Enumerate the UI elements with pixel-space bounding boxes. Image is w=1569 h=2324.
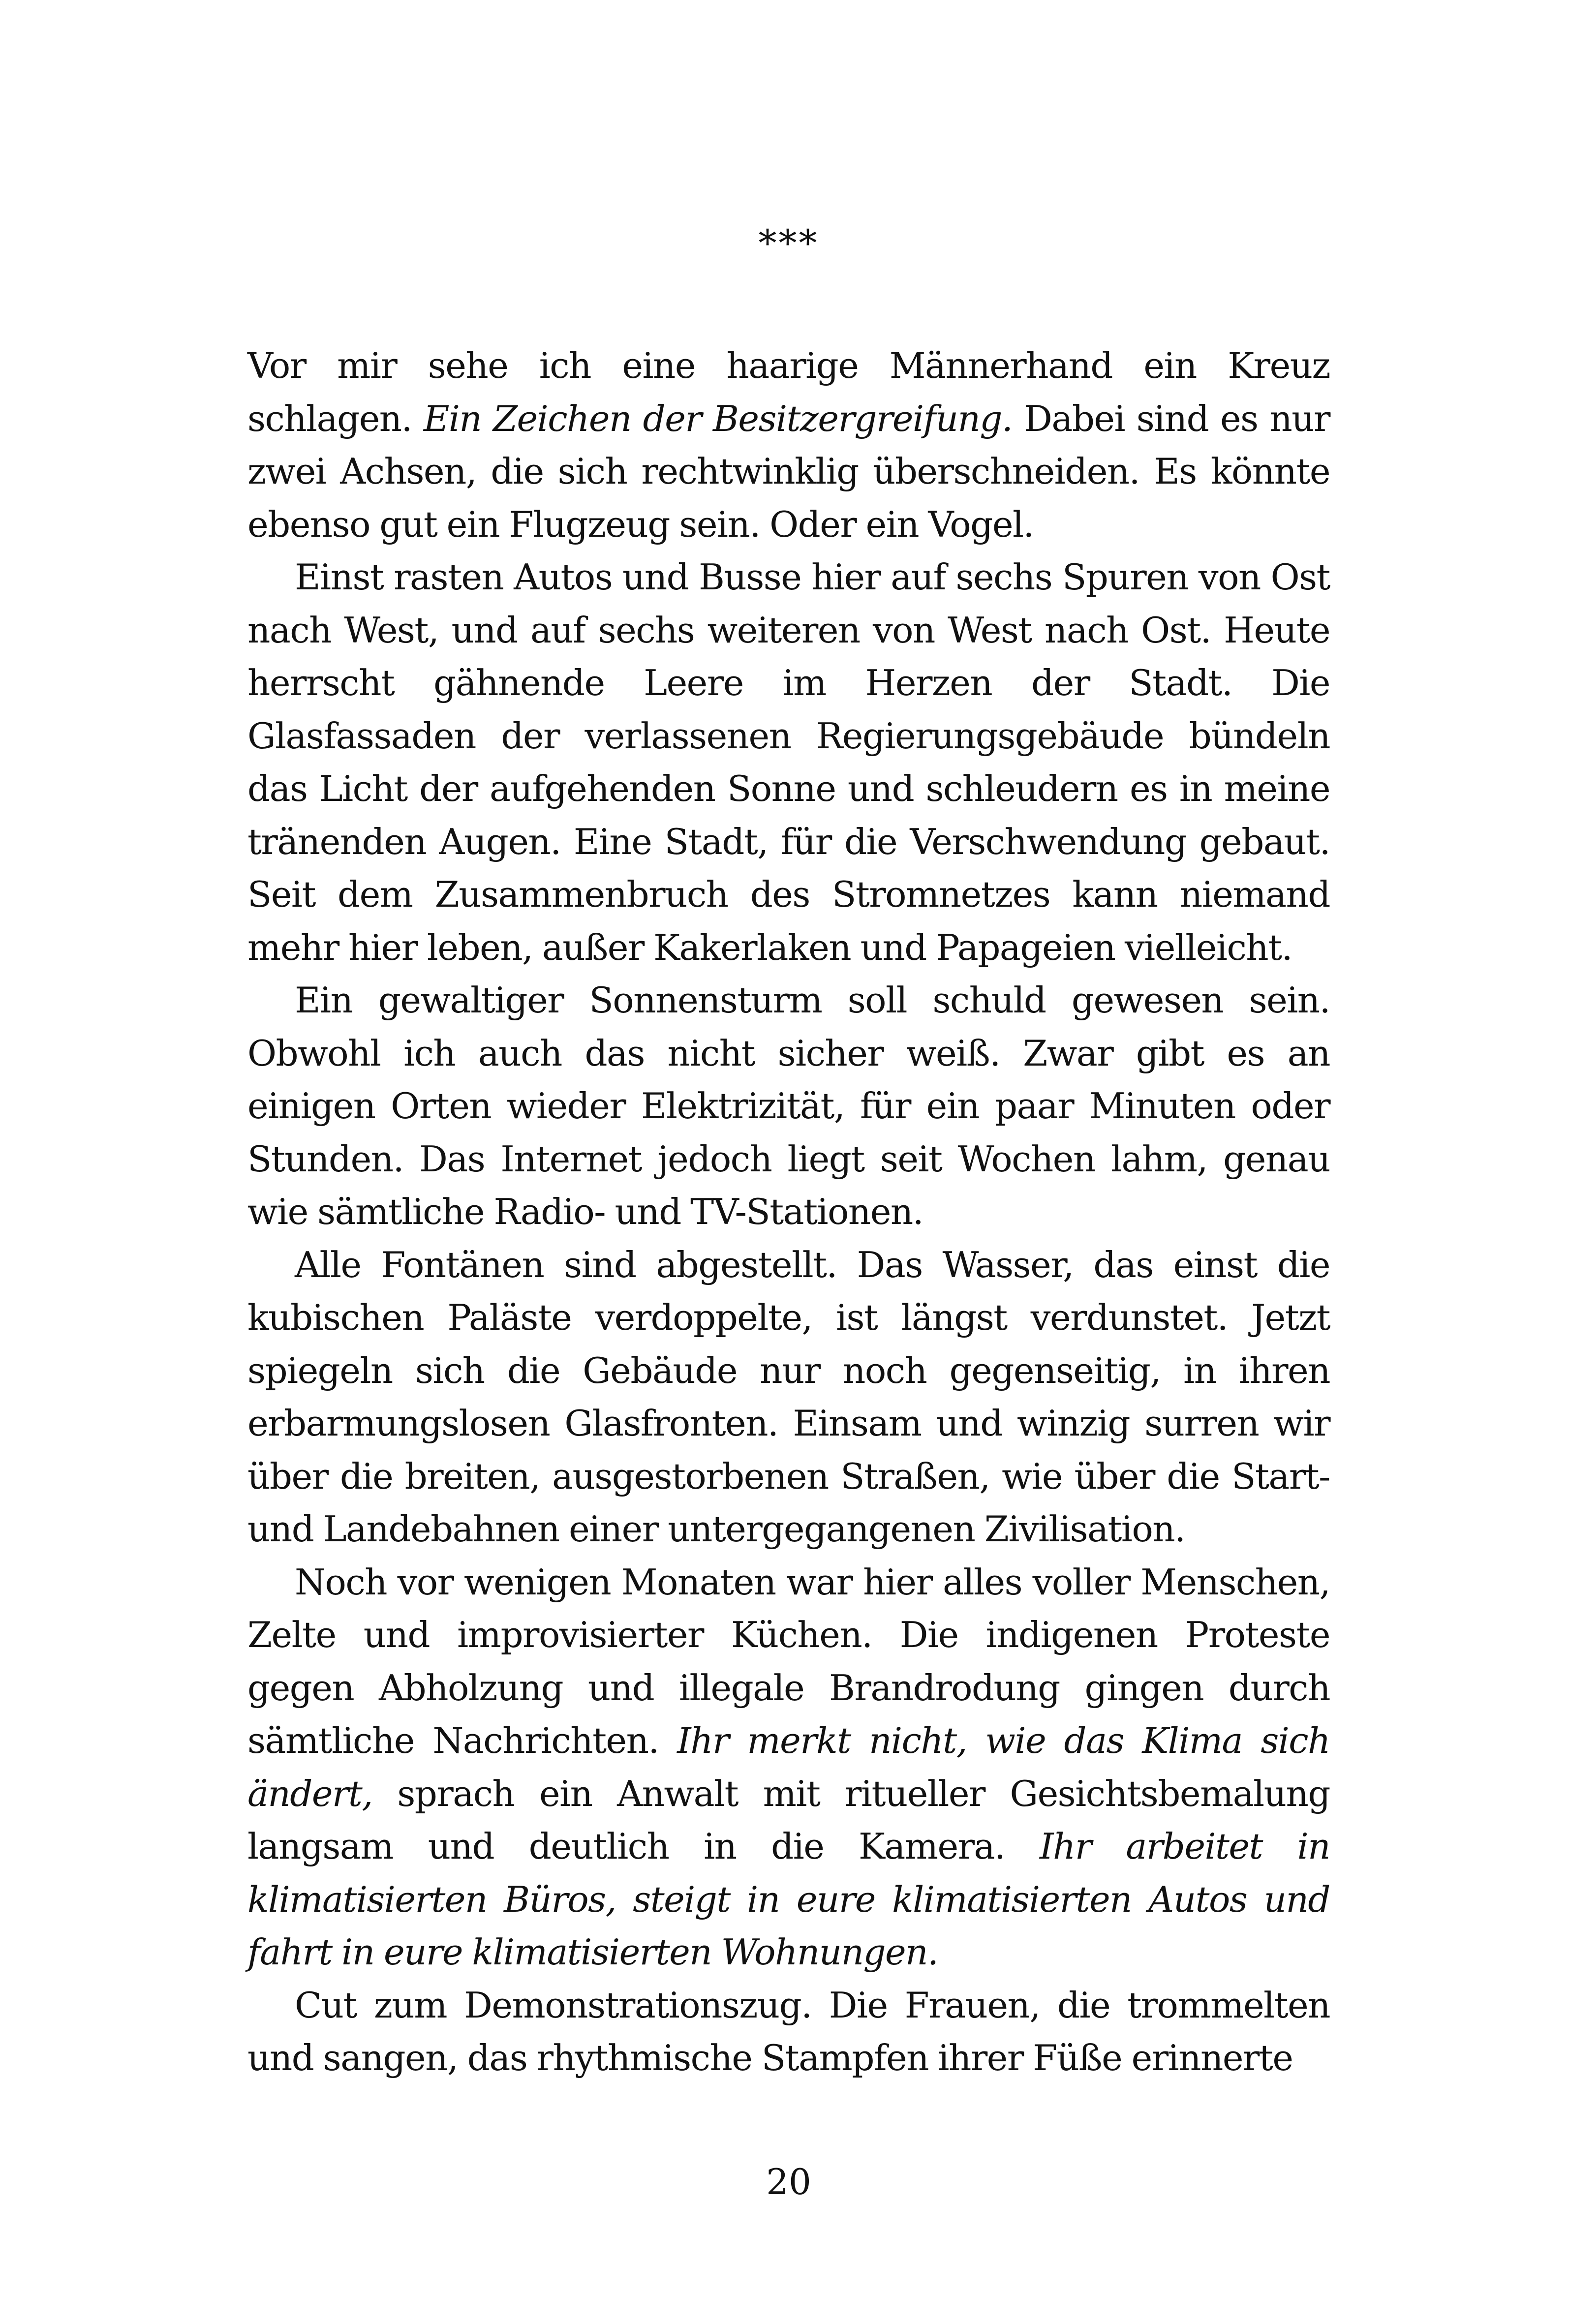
text-segment: Vor mir sehe ich eine haarige Männerhand ein Kreuz schlagen. bbox=[247, 345, 1330, 439]
paragraph-4 bbox=[247, 1239, 1330, 1556]
text-segment: Einst rasten Autos und Busse hier auf sechs Spuren von Ost nach West, und auf sechs weiteren von West nach Ost. Heute herrscht gähnende Leere im Herzen der Stadt. Die Glasfassaden der verlassenen Regierungsgebäude bündeln das Licht der aufgehenden Sonne und schleudern es in meine tränenden Augen. Eine Stadt, für die Verschwendung gebaut. Seit dem Zusammenbruch des Stromnetzes kann niemand mehr hier leben, außer Kakerlaken und Papageien vielleicht. bbox=[247, 556, 1330, 968]
section-separator: *** bbox=[758, 222, 819, 265]
italic-segment: Ein Zeichen der Besitzergreifung. bbox=[423, 398, 1013, 439]
italic-segment: Ihr arbeitet in klimatisierten Büros, steigt in eure klimatisierten Autos und fahrt in eure klimatisierten Wohnungen. bbox=[247, 1826, 1330, 1973]
body-text bbox=[247, 339, 1330, 2085]
paragraph-3 bbox=[247, 974, 1330, 1239]
page-number: 20 bbox=[766, 2161, 811, 2202]
text-segment: Dabei sind es nur zwei Achsen, die sich rechtwinklig überschneiden. Es könnte ebenso gut ein Flugzeug sein. Oder ein Vogel. bbox=[247, 398, 1330, 545]
text-segment: Cut zum Demonstrationszug. Die Frauen, die trommelten und sangen, das rhythmische Stampfen ihrer Füße erinnerte bbox=[247, 1984, 1330, 2079]
paragraph-2 bbox=[247, 551, 1330, 974]
paragraph-6 bbox=[247, 1979, 1330, 2085]
paragraph-5 bbox=[247, 1556, 1330, 1979]
book-page bbox=[247, 0, 1330, 2324]
text-segment: Noch vor wenigen Monaten war hier alles voller Menschen, Zelte und improvisierter Küchen. Die indigenen Proteste gegen Abholzung und illegale Brandrodung gingen durch sämtliche Nachrichten. bbox=[247, 1561, 1330, 1761]
paragraph-1 bbox=[247, 339, 1330, 551]
text-segment: Ein gewaltiger Sonnensturm soll schuld gewesen sein. Obwohl ich auch das nicht sicher weiß. Zwar gibt es an einigen Orten wieder Elektrizität, für ein paar Minuten oder Stunden. Das Internet jedoch liegt seit Wochen lahm, genau wie sämtliche Radio- und TV-Stationen. bbox=[247, 979, 1330, 1232]
italic-segment: Ihr merkt nicht, wie das Klima sich ändert, bbox=[247, 1720, 1330, 1814]
text-segment: Alle Fontänen sind abgestellt. Das Wasser, das einst die kubischen Paläste verdoppelte, ist längst verdunstet. Jetzt spiegeln sich die Gebäude nur noch gegenseitig, in ihren erbarmungslosen Glasfronten. Einsam und winzig surren wir über die breiten, ausgestorbenen Straßen, wie über die Start- und Landebahnen einer untergegangenen Zivilisation. bbox=[247, 1244, 1330, 1550]
text-segment: sprach ein Anwalt mit ritueller Gesichtsbemalung langsam und deutlich in die Kamera. bbox=[247, 1773, 1330, 1867]
